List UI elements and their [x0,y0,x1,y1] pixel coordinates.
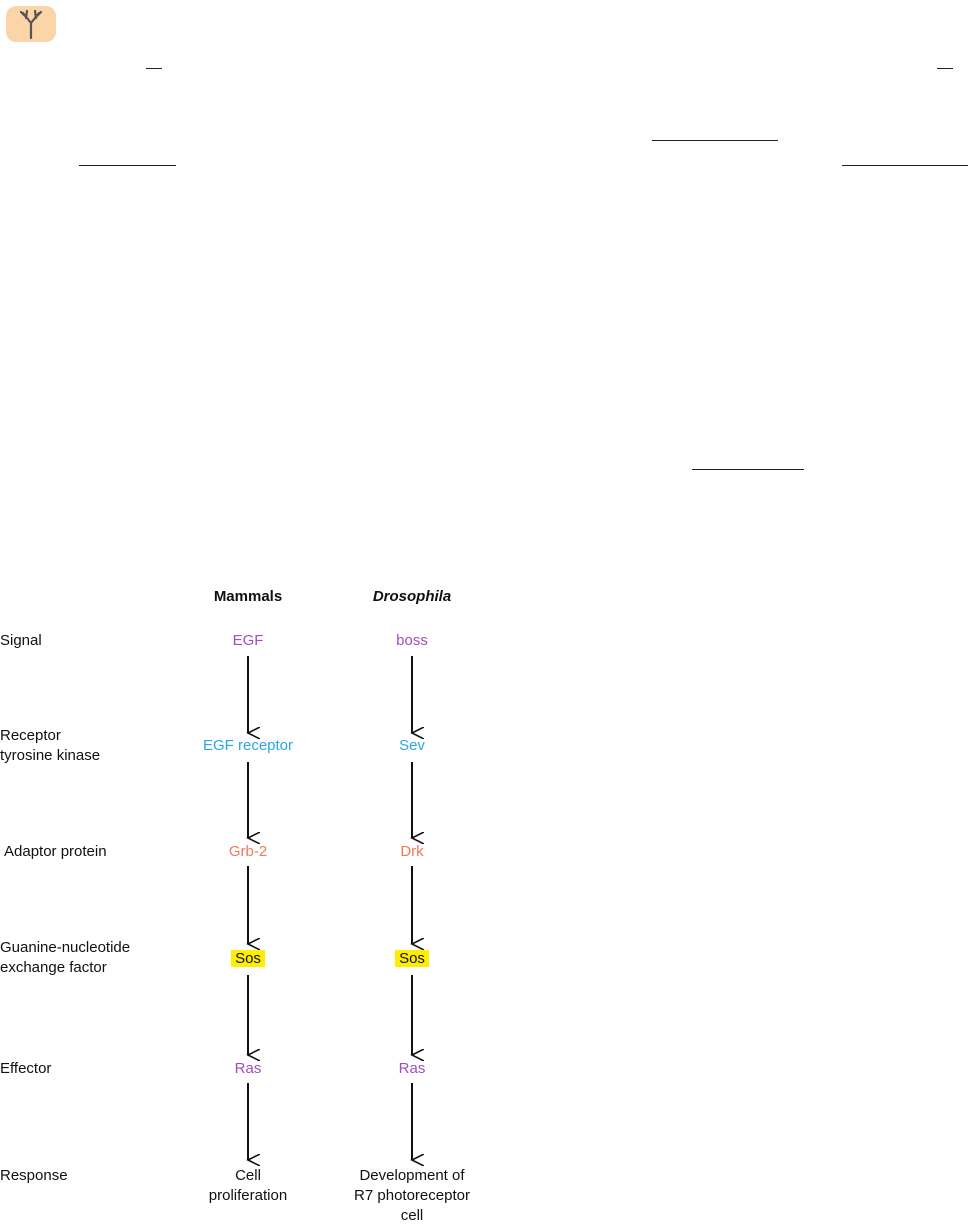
column-header-drosophila: Drosophila [372,588,452,605]
node-mammals-receptor: EGF receptor [202,737,294,754]
node-drosophila-adaptor: Drk [400,843,424,860]
row-label-receptor: Receptor tyrosine kinase [0,727,101,764]
sos-highlight: Sos [395,950,429,967]
column-header-mammals: Mammals [213,588,283,605]
node-drosophila-effector: Ras [398,1060,426,1077]
row-label-gef: Guanine-nucleotide exchange factor [0,939,131,976]
row-label-effector: Effector [0,1060,52,1077]
node-drosophila-signal: boss [396,632,428,649]
node-drosophila-receptor: Sev [399,737,425,754]
node-mammals-effector: Ras [234,1060,262,1077]
node-mammals-response: Cell proliferation [208,1167,288,1204]
row-label-response: Response [0,1167,68,1184]
row-label-signal: Signal [0,632,42,649]
node-mammals-adaptor: Grb-2 [228,843,268,860]
node-drosophila-response: Development of R7 photoreceptor cell [354,1167,470,1224]
node-mammals-signal: EGF [232,632,264,649]
row-label-adaptor: Adaptor protein [4,843,107,860]
sos-highlight: Sos [231,950,265,967]
